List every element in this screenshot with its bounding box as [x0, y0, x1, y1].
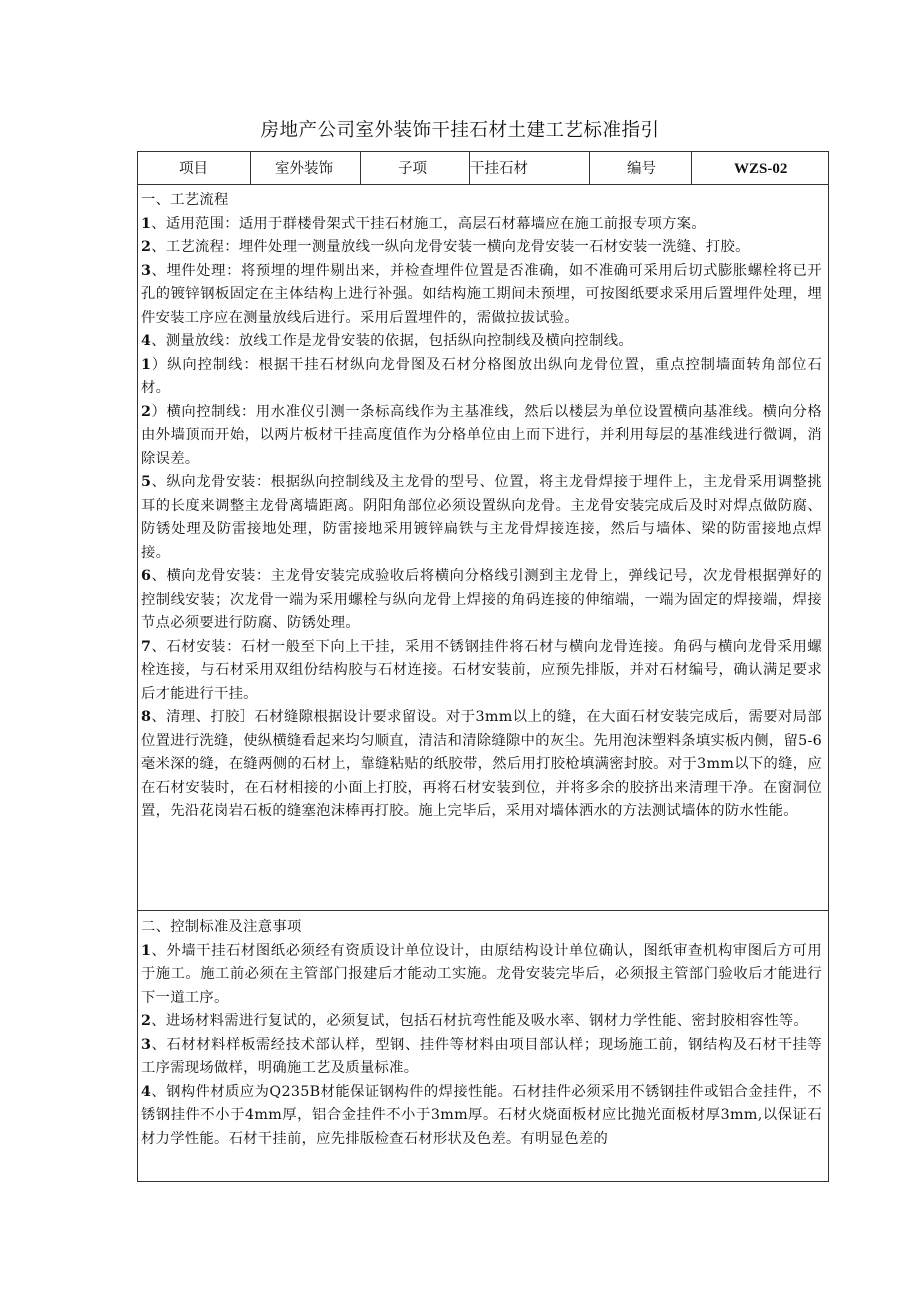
paragraph-text: ）横向控制线：用水准仪引测一条标高线作为主基准线，然后以楼层为单位设置横向基准线。横向分格由外墙顶而开始，以两片板材干挂高度值作为分格单位由上而下进行，并利用每层的基准线进行微调，消除误差。 [141, 403, 822, 467]
paragraph-number: 1 [141, 215, 152, 232]
project-value: 室外装饰 [251, 152, 361, 184]
paragraph-text: 、适用范围：适用于群楼骨架式干挂石材施工，高层石材幕墙应在施工前报专项方案。 [151, 215, 706, 232]
paragraph-number: 5 [141, 474, 152, 490]
paragraph-number: 3 [141, 1036, 152, 1053]
subitem-label: 子项 [361, 152, 470, 184]
paragraph-number: 2 [141, 1013, 152, 1029]
paragraph [141, 940, 822, 1011]
paragraph [141, 354, 822, 401]
paragraph-number: 4 [141, 333, 152, 349]
document-title: 房地产公司室外装饰干挂石材土建工艺标准指引 [260, 120, 660, 141]
paragraph-text: 、横向龙骨安装：主龙骨安装完成验收后将横向分格线引测到主龙骨上，弹线记号，次龙骨根据弹好的控制线安装；次龙骨一端为采用螺栓与纵向龙骨上焊接的角码连接的伸缩端，一端为固定的焊接端，焊接节点必须要进行防腐、防锈处理。 [141, 568, 822, 631]
paragraph-text: ）纵向控制线：根据干挂石材纵向龙骨图及石材分格图放出纵向龙骨位置，重点控制墙面转角部位石材。 [141, 356, 822, 396]
section2-body [141, 940, 822, 1152]
paragraph-number: 2 [141, 239, 152, 255]
paragraph [141, 213, 822, 237]
paragraph-text: 、外墙干挂石材图纸必须经有资质设计单位设计，由原结构设计单位确认，图纸审查机构审图后方可用于施工。施工前必须在主管部门报建后才能动工实施。龙骨安装完毕后，必须报主管部门验收后才能进行下一道工序。 [141, 942, 822, 1006]
paragraph [141, 401, 822, 472]
paragraph-number: 3 [141, 262, 152, 279]
paragraph-text: 、石材安装：石材一般至下向上干挂，采用不锈钢挂件将石材与横向龙骨连接。角码与横向龙骨采用螺栓连接，与石材采用双组份结构胶与石材连接。石材安装前，应预先排版，并对石材编号，确认满足要求后才能进行干挂。 [141, 638, 822, 702]
paragraph [141, 1081, 822, 1152]
standard-table [137, 151, 829, 1182]
paragraph-text: 、石材材料样板需经技术部认样，型钢、挂件等材料由项目部认样；现场施工前，钢结构及石材干挂等工序需现场做样，明确施工艺及质量标准。 [141, 1036, 822, 1076]
paragraph [141, 706, 822, 824]
paragraph [141, 471, 822, 565]
paragraph-text: 、测量放线：放线工作是龙骨安装的依据，包括纵向控制线及横向控制线。 [151, 333, 633, 349]
paragraph [141, 1034, 822, 1081]
project-label: 项目 [138, 152, 251, 184]
control-standards-section [138, 916, 828, 1151]
paragraph [141, 636, 822, 707]
paragraph-text: 、纵向龙骨安装：根据纵向控制线及主龙骨的型号、位置，将主龙骨焊接于埋件上，主龙骨采用调整挑耳的长度来调整主龙骨离墙距离。阴阳角部位必须设置纵向龙骨。主龙骨安装完成后及时对焊点做防腐、防锈处理及防雷接地处理，防雷接地采用镀锌扁铁与主龙骨焊接连接，然后与墙体、梁的防雷接地点焊接。 [141, 474, 822, 561]
paragraph [141, 236, 822, 260]
paragraph-text: 、进场材料需进行复试的，必须复试，包括石材抗弯性能及吸水率、钢材力学性能、密封胶相容性等。 [151, 1013, 809, 1029]
paragraph [141, 260, 822, 331]
section1-body [141, 213, 822, 824]
code-label: 编号 [590, 152, 692, 184]
paragraph [141, 1010, 822, 1034]
paragraph-number: 7 [141, 638, 152, 655]
section1-heading: 一、工艺流程 [141, 192, 229, 208]
paragraph-text: 、清理、打胶］石材缝隙根据设计要求留设。对于3mm以上的缝，在大面石材安装完成后，需要对局部位置进行洗缝，使纵横缝看起来均匀顺直，清洁和清除缝隙中的灰尘。先用泡沫塑料条填实板内侧，留5-6毫米深的缝，在缝两侧的石材上，靠缝粘贴的纸胶带，然后用打胶枪填满密封胶。对于3mm以下的缝，应在石材安装时，在石材相接的小面上打胶，再将石材安装到位，并将多余的胶挤出来清理干净。在窗洞位置，先沿花岗岩石板的缝塞泡沫棒再打胶。施上完毕后，采用对墙体洒水的方法测试墙体的防水性能。 [141, 709, 822, 819]
paragraph-number: 6 [141, 568, 152, 584]
code-value: WZS-02 [734, 161, 788, 177]
paragraph-number: 8 [141, 709, 152, 725]
paragraph-number: 1 [141, 356, 152, 373]
section2-heading: 二、控制标准及注意事项 [141, 919, 302, 935]
paragraph-number: 1 [141, 942, 152, 959]
paragraph [141, 330, 822, 354]
paragraph-text: 、埋件处理：将预埋的埋件剔出来，并检查埋件位置是否准确，如不准确可采用后切式膨胀螺栓将已开孔的镀锌钢板固定在主体结构上进行补强。如结构施工期间未预埋，可按图纸要求采用后置埋件处理，埋件安装工序应在测量放线后进行。采用后置埋件的，需做拉拔试验。 [141, 262, 822, 326]
paragraph-text: 、工艺流程：埋件处理一测量放线一纵向龙骨安装一横向龙骨安装一石材安装一洗缝、打胶。 [151, 239, 750, 255]
process-flow-section [138, 189, 828, 911]
header-row [138, 152, 828, 185]
subitem-value: 干挂石材 [470, 152, 590, 184]
paragraph-number: 2 [141, 403, 152, 420]
paragraph-number: 4 [141, 1083, 152, 1100]
paragraph-text: 、钢构件材质应为Q235B材能保证钢构件的焊接性能。石材挂件必须采用不锈钢挂件或铝合金挂件，不锈钢挂件不小于4mm厚，铝合金挂件不小于3mm厚。石材火烧面板材应比抛光面板材厚3mm,以保证石材力学性能。石材干挂前，应先排版检查石材形状及色差。有明显色差的 [141, 1083, 822, 1147]
paragraph [141, 565, 822, 636]
